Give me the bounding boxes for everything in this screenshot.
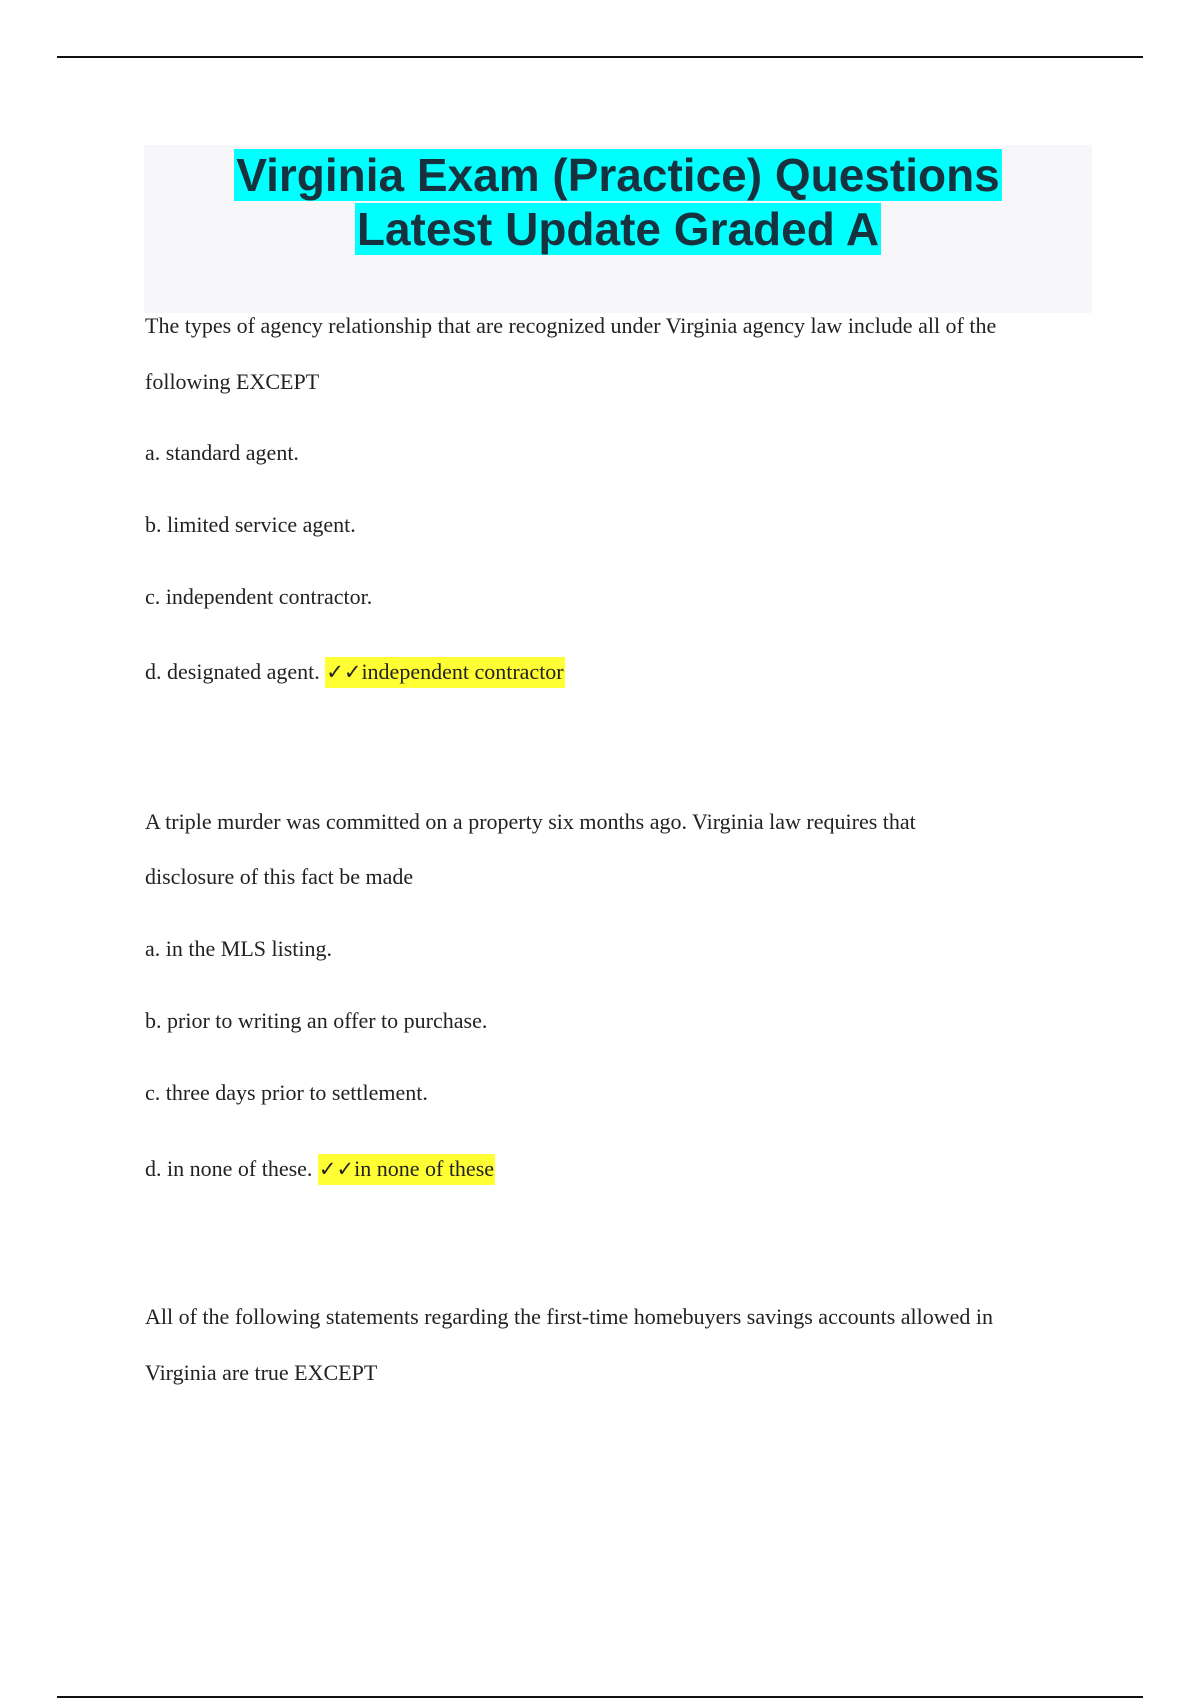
question-1-option-d: d. designated agent. (145, 659, 320, 684)
checkmark-icon: ✓✓ (326, 660, 362, 684)
question-1-stem-line-1: The types of agency relationship that are recognized under Virginia agency law include all of the (145, 313, 997, 338)
title-line-2: Latest Update Graded A (356, 203, 880, 255)
question-2-option-c: c. three days prior to settlement. (145, 1080, 428, 1105)
question-3-stem-line-1: All of the following statements regarding the first-time homebuyers savings accounts allowed in (145, 1304, 994, 1329)
question-3-stem-line-2: Virginia are true EXCEPT (145, 1360, 378, 1385)
question-2-stem-line-2: disclosure of this fact be made (145, 864, 414, 889)
title-line-1: Virginia Exam (Practice) Questions (236, 149, 1000, 201)
question-1-answer-text: independent contractor (361, 659, 564, 684)
question-2-option-d: d. in none of these. (145, 1156, 313, 1181)
question-2-answer (318, 1154, 495, 1185)
question-2-option-d-row (145, 1156, 495, 1182)
question-2-option-b: b. prior to writing an offer to purchase. (145, 1008, 488, 1033)
question-1-stem-line-2: following EXCEPT (145, 369, 320, 394)
bottom-rule (57, 1696, 1143, 1698)
question-2-answer-text: in none of these (354, 1156, 495, 1181)
top-rule (57, 56, 1143, 58)
question-2-option-a: a. in the MLS listing. (145, 936, 332, 961)
page-title (144, 148, 1092, 256)
question-2-stem-line-1: A triple murder was committed on a property six months ago. Virginia law requires that (145, 809, 916, 834)
question-1-option-c: c. independent contractor. (145, 584, 373, 609)
question-1-option-a: a. standard agent. (145, 440, 299, 465)
question-1-answer (325, 657, 564, 688)
checkmark-icon: ✓✓ (318, 1157, 355, 1181)
question-1-option-d-row (145, 659, 565, 685)
question-1-option-b: b. limited service agent. (145, 512, 356, 537)
